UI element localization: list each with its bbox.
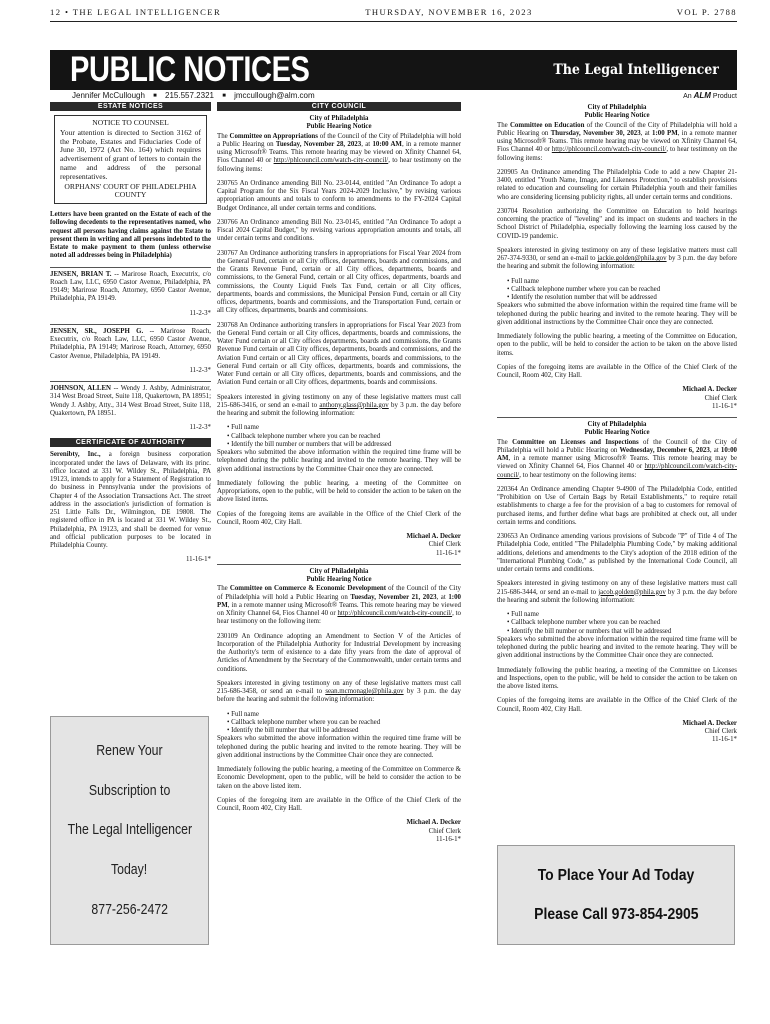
bullet-item: • Identify the bill number or numbers that will be addressed [227,441,461,449]
text-run: Copies of the foregoing items are available in the Office of the Chief Clerk of the Council, Room 402, City Hall. [217,510,461,526]
text-run: by 3 p.m. the day before the hearing and submit the following information: [497,255,737,271]
bold-text: JOHNSON, ALLEN [50,385,112,393]
signature-line: 11-2-3* [189,309,211,317]
text-run: , to hear testimony on the following items: [217,157,461,173]
bold-text: JENSEN, BRIAN T. [50,270,112,278]
bullet-list [497,278,737,303]
text-run: 230653 An Ordinance amending various provisions of Subcode "P" of Title 4 of The Philadelphia Code, entitled "The Philadelphia Plumbing Code," by making additional additions, deletions and amendments to the City's adoption of the 2018 edition of the "International Plumbing Code," as published by the International Code Council, all under certain terms and conditions. [497,533,737,573]
ad-line: The Legal Intelligencer [67,821,192,839]
text-run: , at [709,446,721,454]
bullet-list [217,711,461,736]
signature-block [50,424,211,432]
link[interactable]: anthony.glass@phila.gov [319,401,389,409]
bold-text: Tuesday, November 21, 2023 [350,593,437,601]
publication-logo: The Legal Intelligencer [553,62,719,78]
ad-line: To Place Your Ad Today [537,866,695,884]
product-suffix: Product [712,93,737,100]
paragraph [217,735,461,760]
notice-heading-line: Public Hearing Notice [306,123,372,131]
product-prefix: An [683,93,692,100]
paragraph [217,449,461,474]
bullet-item: • Full name [227,711,461,719]
notice-heading-line: Public Hearing Notice [584,429,650,437]
signature-line: Michael A. Decker [406,533,461,540]
divider [50,267,211,268]
paragraph [50,271,211,304]
paragraph [497,302,737,327]
paragraph [217,797,461,814]
bullet-list [217,424,461,449]
bullet-item: • Identify the bill number that will be addressed [227,727,461,735]
signature-block [497,386,737,411]
alm-logo: ALM [693,91,711,100]
text-run: The [497,121,510,129]
text-run: of the Council of the City of Philadelphia will hold a Public Hearing on [497,438,737,454]
signature-line: 11-2-3* [189,366,211,374]
bullet-list [497,611,737,636]
box-paragraph [60,129,201,182]
text-run: Immediately following the public hearing, a meeting of the Committee on Commerce & Economic Development, open to the public, will be held to consider the action to be taken on the above listed item. [217,766,461,790]
bold-text: Committee on Education [509,121,585,129]
contact-email[interactable]: jmccullough@alm.com [234,91,315,100]
text-run: , in a remote manner using Microsoft® Teams. This remote hearing may be viewed on Xfinity Channel 64, Fios Channel 40 or [497,129,737,154]
bold-text: Committee on Appropriations [229,132,318,140]
divider [497,417,737,418]
text-run: Immediately following the public hearing, a meeting of the Committee on Licenses and Inspections, open to the public, will be held to consider the action to be taken on the above listed items. [497,666,737,690]
text-run: Copies of the foregoing items are available in the Office of the Chief Clerk of the Council, Room 402, City Hall. [497,363,737,379]
divider [50,324,211,325]
paragraph [497,122,737,163]
bullet-item: • Full name [507,611,737,619]
text-run: 230109 An Ordinance adopting an Amendment to Section V of the Articles of Incorporation of the Philadelphia Authority for Industrial Development by increasing the Authority's term of existence to a date fifty years from the date of approval of Articles of Amendment by the Secretary of the Commonwealth, under certain terms and conditions. [217,632,461,673]
notice-heading-line: City of Philadelphia [309,567,369,575]
text-run: Speakers who submitted the above information within the required time frame will be telephoned during the public hearing and invited to the remote hearing. They will be given additional instructions by the Committee Chair once they are connected. [217,449,461,473]
paragraph [497,208,737,241]
text-run: 230768 An Ordinance authorizing transfers in appropriations for Fiscal Year 2023 from the General Fund certain or all City offices, departments, boards and commissions, the Water Fund certain or all City offices departments, boards and commissions, the Grants Revenue Fund certain or all City offices, departments, boards and commissions, and the Aviation Fund certain or all City offices, departments, boards and commissions, to the General Fund certain or all City offices, departments, boards and commissions, the Water Fund certain or all City offices, departments, boards and commissions, and the Aviation Fund certain or all City offices, departments, boards and commissions. [217,321,461,387]
issue-date: THURSDAY, NOVEMBER 16, 2023 [365,7,533,17]
text-run: The [497,438,513,446]
paragraph [497,580,737,605]
paragraph [217,250,461,316]
section-header: ESTATE NOTICES [50,102,211,111]
paragraph [497,247,737,272]
signature-line: 11-16-1* [185,556,211,564]
bullet-item: • Identify the resolution number that will be addressed [507,294,737,302]
text-run: 230765 An Ordinance amending Bill No. 23-0144, entitled "An Ordinance To adopt a Capital Program for the Six Fiscal Years 2024-2029 Inclusive," by revising various appropriation amounts and totals to conform to amendments to the FY-2024 Capital Budget Ordinance, all under certain terms and conditions. [217,179,461,212]
bold-text: JENSEN, SR., JOSEPH G. [50,327,144,335]
contact-line [72,91,321,101]
signature-line: Michael A. Decker [406,819,461,827]
signature-block [217,533,461,558]
paragraph [217,394,461,419]
contact-name: Jennifer McCullough [72,91,145,100]
notice-heading-line: City of Philadelphia [587,421,647,428]
text-run: 230767 An Ordinance authorizing transfers in appropriations for Fiscal Year 2024 from the General Fund, certain or all City offices, departments, boards and commissions, and the Grants Revenue Fund, certain or all City offices, departments, boards and commissions, to the General Fund, certain or all City offices, departments, boards and commissions, the County Liquid Fuels Tax Fund, certain or all City offices, departments, boards and commissions, the Municipal Pension Fund, certain or all City offices, departments, boards and commissions, and the Transportation Fund, certain or all City offices, departments, boards and commissions. [217,249,461,315]
ad-line: Renew Your [96,741,163,759]
text-run: , in a remote manner using Microsoft® Teams. This remote hearing may be viewed on Xfinity Channel 64, Fios Channel 40 or [217,140,461,165]
text-run: Speakers who submitted the above information within the required time frame will be telephoned during the public hearing and invited to the remote hearing. They will be given additional instructions by the Committee Chair once they are connected. [497,635,737,660]
text-run: NOTICE TO COUNSEL [92,118,169,127]
text-run: 230766 An Ordinance amending Bill No. 23-0145, entitled "An Ordinance To adopt a Fiscal 2024 Capital Budget," by revising various appropriation amounts and totals, all under certain terms and conditions. [217,218,461,243]
bold-text: Committee on Commerce & Economic Development [229,585,387,593]
text-run: 220364 An Ordinance amending Chapter 9-4900 of The Philadelphia Code, entitled "Prohibition on Use of Certain Bags by Retail Establishments," to require retail establishments to charge a fee for the provision of a bag to customers for removal of purchased items, and further define what bags are prohibited at check out, all under certain terms and conditions. [497,485,737,526]
subscription-ad[interactable] [50,716,209,945]
text-run: of the Council of the City of Philadelphia will hold a Public Hearing on [217,132,461,148]
paragraph [217,511,461,528]
alm-product-label [683,91,737,102]
paragraph [497,169,737,202]
page-header [50,5,737,19]
paragraph [497,667,737,692]
paragraph [217,633,461,674]
paragraph [50,451,211,550]
paragraph [497,533,737,574]
text-run: of the Council of the City of Philadelphia will hold a Public Hearing on [497,121,737,137]
notice-heading [497,104,737,121]
paragraph [217,585,461,626]
paragraph [50,385,211,418]
text-run: Your attention is directed to Section 3162 of the Probate, Estates and Fiduciaries Code of June 30, 1972 (Act No. 164) which requires advertisement of grant of letters to contain the name and address of the personal representatives. [60,127,201,181]
text-run: Copies of the foregoing items are available in the Office of the Chief Clerk of the Council, Room 402, City Hall. [497,697,737,713]
separator-square-icon: ■ [153,93,157,99]
paragraph [497,439,737,480]
ad-line: Today! [111,861,148,879]
text-run: Copies of the foregoing item are available in the Office of the Chief Clerk of the Council, Room 402, City Hall. [217,796,461,812]
signature-line: Chief Clerk [704,394,737,402]
bold-text: 10:00 AM [497,446,737,462]
page-number-publication: 12 • THE LEGAL INTELLIGENCER [50,7,222,17]
bold-text: Tuesday, November 28, 2023 [275,140,362,148]
section-title: PUBLIC NOTICES [70,50,310,89]
text-run: 220905 An Ordinance amending The Philadelphia Code to add a new Chapter 21-3400, entitled "Youth Name, Image, and Likeness Protection," to establish provisions related to education and counseling for certain Philadelphia youth and their families who are considering licensing publicity rights, all under certain terms and conditions. [497,168,737,201]
notice-to-counsel-box [54,115,207,204]
signature-line: 11-16-1* [711,402,737,410]
paragraph [50,211,211,261]
paragraph [217,219,461,244]
column-estate-notices [50,102,211,708]
ad-phone: Please Call 973-854-2905 [533,905,699,923]
paragraph [217,322,461,388]
bullet-item: • Full name [227,424,461,432]
signature-line: Chief Clerk [428,541,461,549]
paragraph [217,133,461,174]
notice-heading-line: City of Philadelphia [309,115,369,122]
signature-line: Michael A. Decker [682,719,737,727]
signature-line: Chief Clerk [704,728,737,735]
box-paragraph [60,183,201,201]
text-run: , to hear testimony on the following items: [497,146,737,162]
section-banner [50,50,737,90]
divider [50,381,211,382]
signature-line: Chief Clerk [428,827,461,835]
bold-text: Wednesday, December 6, 2023 [619,446,710,454]
text-run: Speakers who submitted the above information within the required time frame will be telephoned during the public hearing and invited to the remote hearing. They will be given additional instructions by the Committee Chair once they are connected. [497,302,737,326]
volume-page: VOL P. 2788 [676,7,737,17]
divider [217,564,461,565]
text-run: Immediately following the public hearing, a meeting of the Committee on Education, open to the public, will be held to consider the action to be taken on the above listed items. [497,333,737,357]
paragraph [497,697,737,714]
signature-block [497,720,737,745]
text-run: by 3 p.m. the day before the hearing and submit the following information: [217,688,461,704]
bullet-item: • Callback telephone number where you can be reached [507,619,737,627]
notice-heading [217,568,461,585]
text-run: Speakers interested in giving testimony on any of these legislative matters must call 215-686-3444, or send an e-mail to [497,580,737,596]
column-city-council [217,102,461,954]
bullet-item: • Identify the bill number or numbers that will be addressed [507,628,737,636]
text-run: The [217,132,230,140]
bullet-item: • Callback telephone number where you can be reached [507,286,737,294]
bold-text: Thursday, November 30, 2023 [550,129,641,137]
contact-phone[interactable]: 215.557.2321 [165,91,214,100]
separator-square-icon: ■ [222,93,226,99]
text-run: by 3 p.m. the day before the hearing and submit the following information: [497,588,737,604]
link[interactable]: http://phlcouncil.com/watch-city-council/ [273,157,389,165]
link[interactable]: jackie.golden@phila.gov [597,255,667,262]
bullet-item: • Full name [507,278,737,286]
paragraph [497,333,737,358]
text-run: Speakers who submitted the above information within the required time frame will be telephoned during the public hearing and invited to the remote hearing. They will be given additional instructions by the Committee Chair once they are connected. [217,735,461,759]
paragraph [497,486,737,527]
text-run: Speakers interested in giving testimony on any of these legislative matters must call 215-686-3458, or send an e-mail to [217,679,461,695]
section-header: CERTIFICATE OF AUTHORITY [50,438,211,447]
link[interactable]: http://phlcouncil.com/watch-city-council/ [337,610,453,617]
text-run: , in a remote manner using Microsoft® Teams. This remote hearing may be viewed on Xfinity Channel 64, Fios Channel 40 or [217,601,461,617]
text-run: 230704 Resolution authorizing the Committee on Education to hold hearings concerning the practice of "leveling" and its impact on students and teachers in the School District of Philadelphia, especially following the learning loss caused by the COVID-19 pandemic. [497,207,737,240]
text-run: -- Wendy J. Ashby, Administrator, 314 West Broad Street, Suite 118, Quakertown, PA 18951; Wendy J. Ashby, Atty., 314 West Broad Street, Suite 118, Quakertown, PA 18951. [50,385,211,417]
notice-heading-line: Public Hearing Notice [306,576,372,583]
text-run: by 3 p.m. the day before the hearing and submit the following information: [217,401,461,417]
bold-text: Serenibty, Inc., [50,451,101,459]
link[interactable]: jacob.golden@phila.gov [598,588,666,596]
ad-line: Subscription to [88,781,171,799]
notice-heading-line: City of Philadelphia [587,104,647,111]
signature-line: 11-16-1* [711,736,737,744]
bold-text: Letters have been granted on the Estate of each of the following decedents to the representatives named, who request all persons having claims against the Estate to present them in writing and all persons indebted to the Estate to make payment to them (unless otherwise noted all addresses being in Philadelphia) [50,211,211,260]
signature-block [50,367,211,375]
place-ad-ad[interactable] [497,845,735,945]
text-run: a foreign business corporation incorporated under the laws of Delaware, with its princ. office located at 331 W. Wildey St., Philadelphia, PA 19123, intends to apply for a Statement of Registration to do business in Pennsylvania under the provisions of Chapter 4 of the Association Transactions Act. The street address in the association's jurisdiction of formation is 251 Little Falls Dr., Wilmington, DE 19808. The registered office in PA is located at 331 W. Wildey St., Philadelphia, PA 19123, and shall be deemed for venue and official publication purposes to be located in Philadelphia County. [50,451,211,550]
signature-line: 11-2-3* [189,424,211,432]
link[interactable]: http://phlcouncil.com/watch-city-council/ [551,146,667,154]
text-run: , at [640,129,653,137]
text-run: The [217,585,230,593]
notice-heading [217,115,461,132]
paragraph [217,180,461,213]
link[interactable]: http://phlcouncil.com/watch-city-council/ [497,463,737,479]
signature-line: Michael A. Decker [682,386,737,394]
paragraph [217,480,461,505]
signature-block [50,556,211,564]
bullet-item: • Callback telephone number where you can be reached [227,719,461,727]
text-run: Speakers interested in giving testimony on any of these legislative matters must call 215-686-3416, or send an e-mail to [217,393,461,409]
signature-block [217,819,461,844]
text-run: -- Marirose Roach, Executrix, c/o Roach Law, LLC, 6950 Castor Avenue, Philadelphia, PA 19149; Marirose Roach, Attorney, 6950 Castor Avenue, Philadelphia, PA 19149. [50,270,211,303]
text-run: -- Marirose Roach, Executrix, c/o Roach Law, LLC, 6950 Castor Avenue, Philadelphia, PA 19149; Marirose Roach, Attorney, 6950 Castor Avenue, Philadelphia, PA 19149. [50,327,211,360]
link[interactable]: sean.mcmonagle@phila.gov [325,688,404,695]
column-city-council-continued [497,102,737,838]
text-run: Immediately following the public hearing, a meeting of the Committee on Appropriations, open to the public, will be held to consider the action to be taken on the above listed items. [217,479,461,504]
signature-line: 11-16-1* [435,835,461,843]
text-run: , in a remote manner using Microsoft® Teams. This remote hearing may be viewed on Xfinity Channel 64, Fios Channel 40 or [497,455,737,471]
paragraph [217,680,461,705]
ad-phone: 877-256-2472 [91,901,168,919]
paragraph [217,766,461,791]
text-run: , to hear testimony on the following item: [217,610,461,626]
signature-block [50,310,211,318]
header-rule [50,21,737,22]
paragraph [497,364,737,381]
box-paragraph [60,119,201,128]
text-run: Speakers interested in giving testimony on any of these legislative matters must call 267-374-9330, or send an e-mail to [497,246,737,262]
bullet-item: • Callback telephone number where you can be reached [227,433,461,441]
notice-heading-line: Public Hearing Notice [584,112,650,120]
bold-text: Committee on Licenses and Inspections [512,438,639,446]
section-header: CITY COUNCIL [217,102,461,111]
signature-line: 11-16-1* [435,549,461,557]
text-run: of the Council of the City of Philadelphia will hold a Public Hearing on [217,585,461,601]
text-run: , to hear testimony on the following items: [519,471,637,479]
text-run: , at [361,140,373,148]
bold-text: 1:00 PM [217,593,461,609]
bold-text: 1:00 PM [652,129,678,137]
text-run: , at [436,593,449,601]
text-run: ORPHANS' COURT OF PHILADELPHIA COUNTY [64,181,197,200]
paragraph [50,328,211,361]
notice-heading [497,421,737,438]
paragraph [497,636,737,661]
bold-text: 10:00 AM [372,140,402,148]
